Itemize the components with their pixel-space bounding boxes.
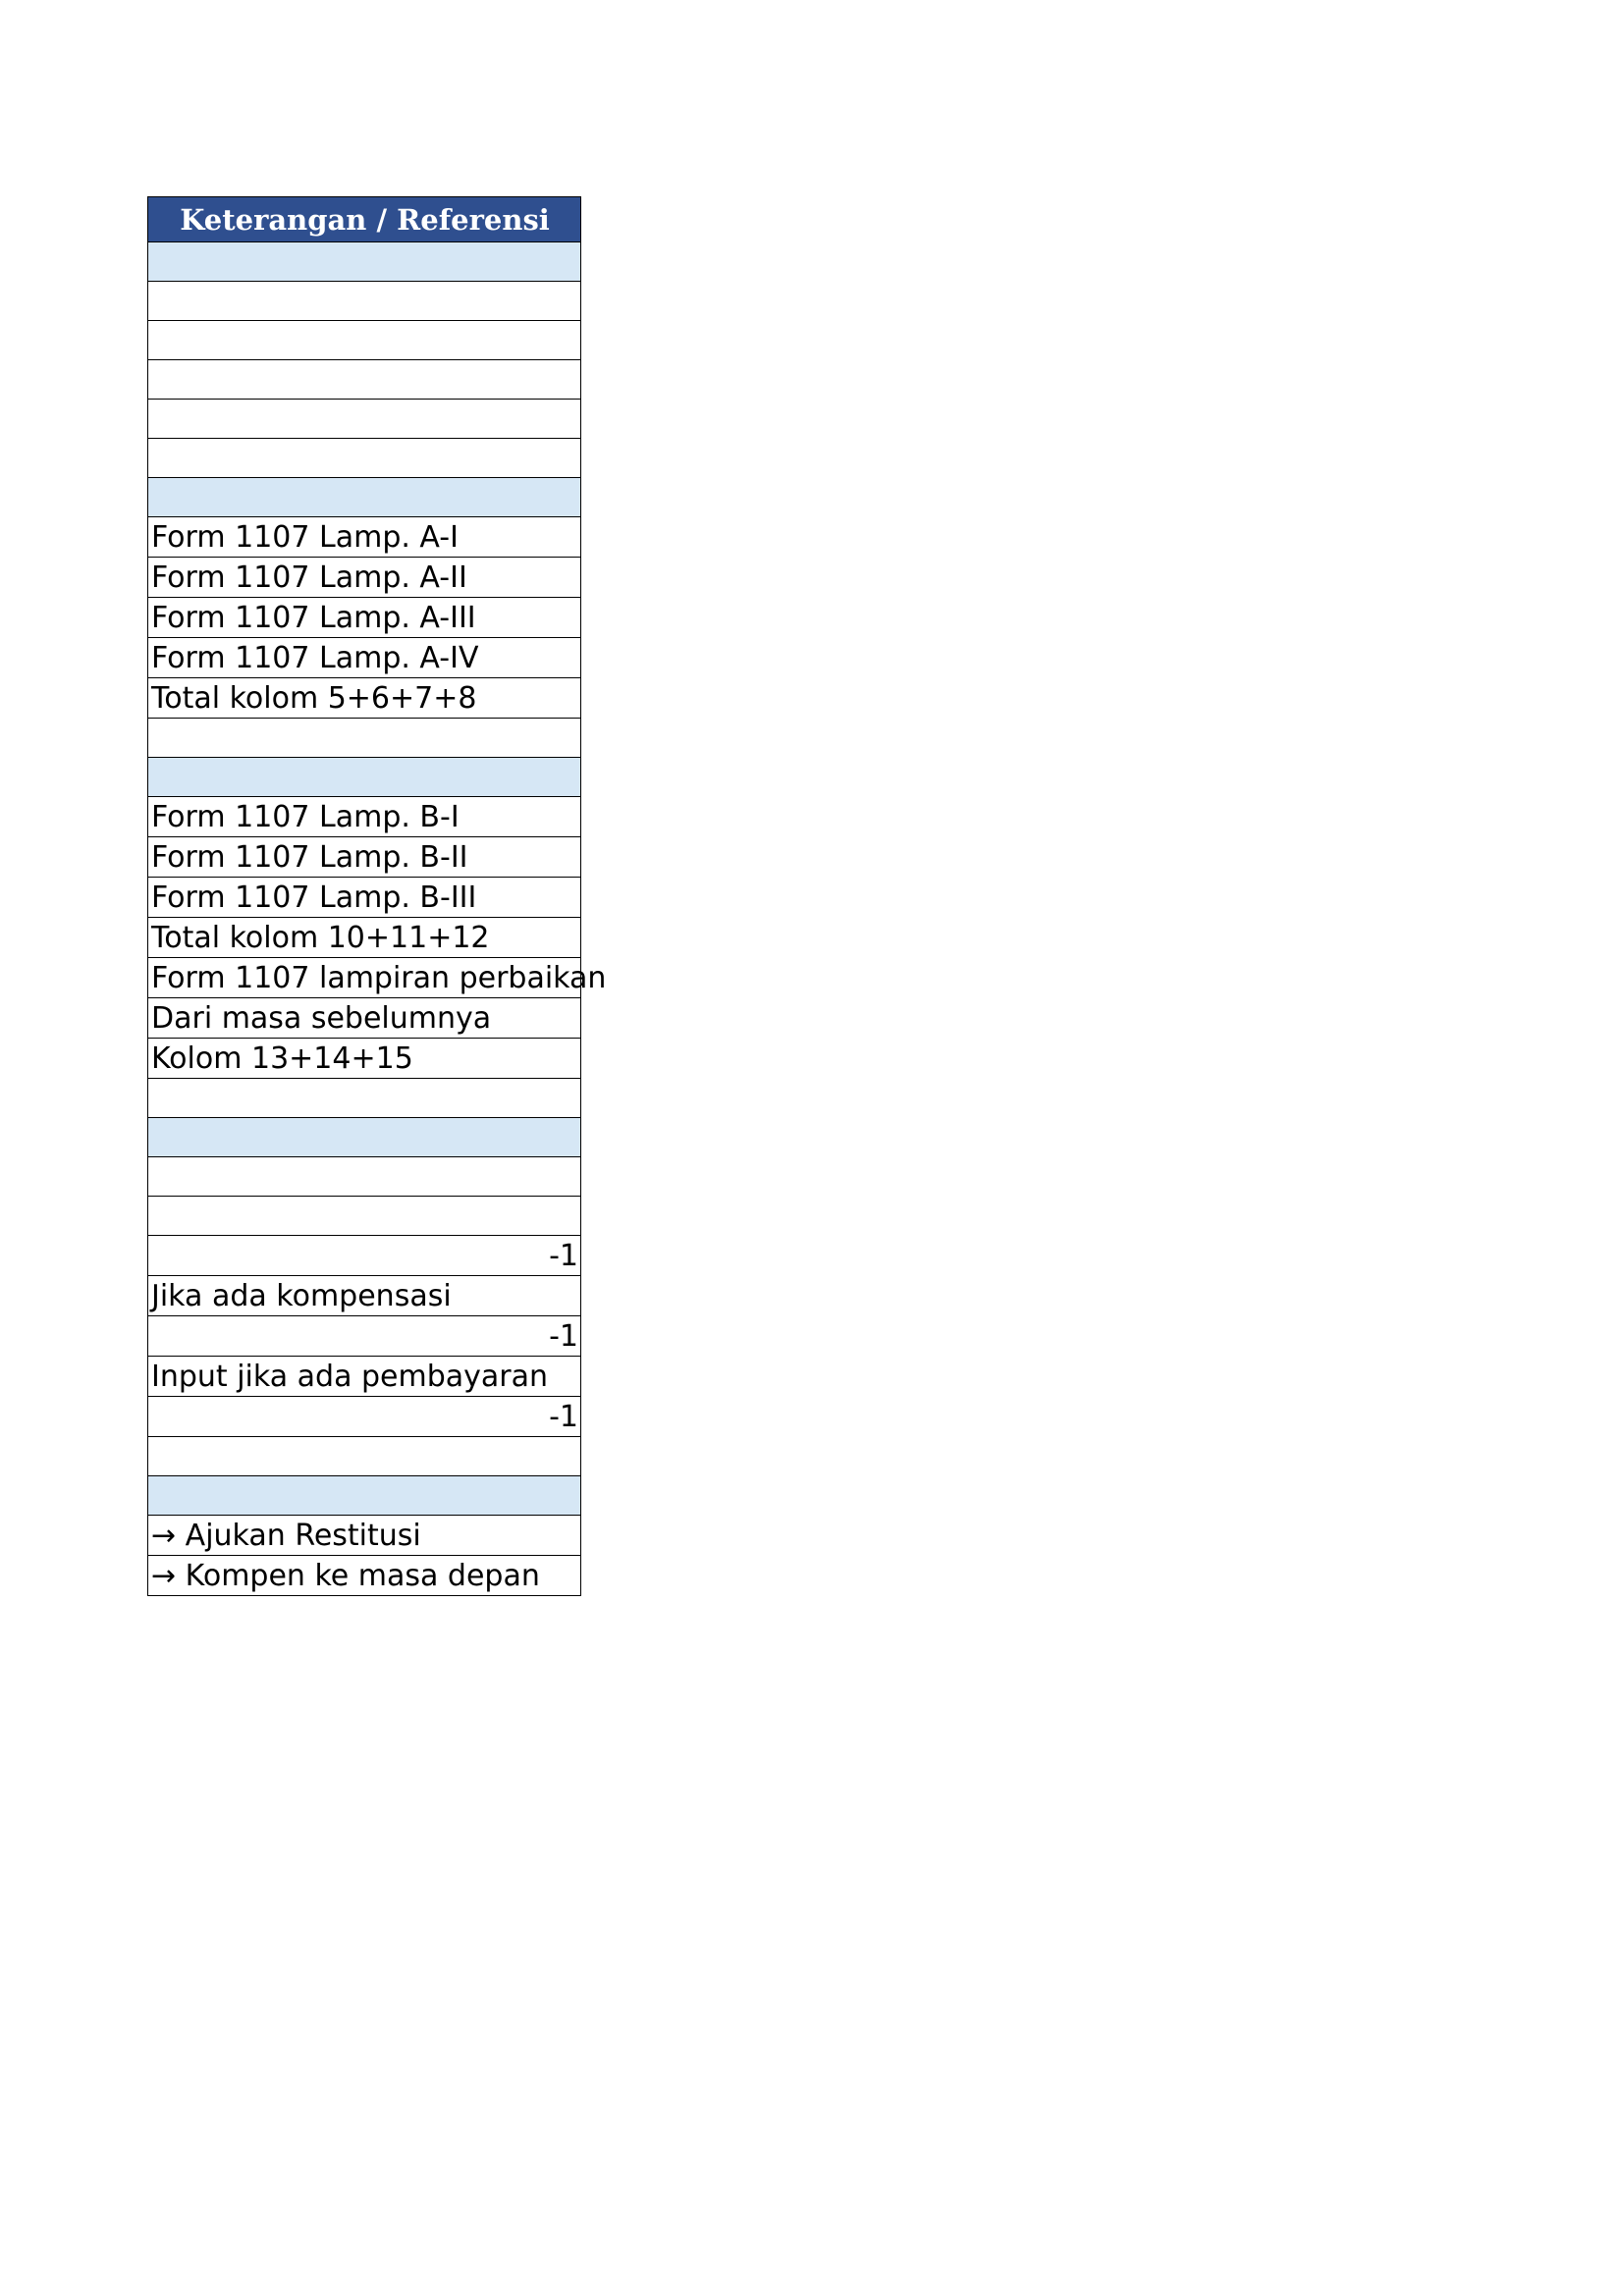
- cell-text: Form 1107 Lamp. A-III: [151, 601, 476, 635]
- cell-value[interactable]: [148, 1397, 581, 1437]
- cell-text: Jika ada kompensasi: [151, 1279, 452, 1313]
- cell-reference[interactable]: [148, 598, 581, 638]
- table-row: [148, 797, 581, 837]
- table-row: [148, 1357, 581, 1397]
- cell-reference[interactable]: [148, 478, 581, 517]
- table-row: [148, 321, 581, 360]
- table-row: [148, 1316, 581, 1357]
- cell-reference[interactable]: [148, 321, 581, 360]
- section-row: [148, 758, 581, 797]
- table-row: [148, 998, 581, 1039]
- table-row: [148, 1197, 581, 1236]
- cell-reference[interactable]: [148, 678, 581, 719]
- cell-text: -1: [549, 1400, 578, 1434]
- cell-reference[interactable]: [148, 439, 581, 478]
- cell-reference[interactable]: [148, 1039, 581, 1079]
- table-row: [148, 958, 581, 998]
- table-row: [148, 439, 581, 478]
- cell-reference[interactable]: [148, 1516, 581, 1556]
- table-row: [148, 1437, 581, 1476]
- cell-reference[interactable]: [148, 1118, 581, 1157]
- cell-reference[interactable]: [148, 517, 581, 558]
- cell-text: Form 1107 Lamp. A-IV: [151, 641, 479, 675]
- cell-text: Form 1107 Lamp. A-I: [151, 520, 459, 555]
- table-row: [148, 1236, 581, 1276]
- section-row: [148, 1476, 581, 1516]
- cell-reference[interactable]: [148, 1079, 581, 1118]
- table-row: [148, 558, 581, 598]
- reference-table: [147, 196, 607, 1596]
- cell-reference[interactable]: [148, 758, 581, 797]
- cell-reference[interactable]: [148, 797, 581, 837]
- cell-reference[interactable]: [148, 837, 581, 878]
- table-row: [148, 1516, 581, 1556]
- table-row: [148, 1556, 581, 1596]
- cell-text: -1: [549, 1239, 578, 1273]
- cell-reference[interactable]: [148, 400, 581, 439]
- table-row: [148, 1079, 581, 1118]
- cell-reference[interactable]: [148, 1556, 581, 1596]
- cell-text: Form 1107 lampiran perbaikan: [151, 961, 607, 995]
- cell-text: Dari masa sebelumnya: [151, 1001, 492, 1036]
- table-row: [148, 878, 581, 918]
- cell-text: Form 1107 Lamp. B-II: [151, 840, 468, 875]
- cell-reference[interactable]: [148, 1197, 581, 1236]
- table-row: [148, 360, 581, 400]
- cell-text: Total kolom 10+11+12: [151, 921, 490, 955]
- section-row: [148, 242, 581, 282]
- cell-reference[interactable]: [148, 878, 581, 918]
- cell-text: → Kompen ke masa depan: [151, 1559, 540, 1593]
- table-row: [148, 1397, 581, 1437]
- cell-reference[interactable]: [148, 1357, 581, 1397]
- cell-reference[interactable]: [148, 998, 581, 1039]
- table-row: [148, 918, 581, 958]
- cell-reference[interactable]: [148, 1276, 581, 1316]
- cell-reference[interactable]: [148, 558, 581, 598]
- cell-reference[interactable]: [148, 638, 581, 678]
- table-row: [148, 517, 581, 558]
- table-row: [148, 1157, 581, 1197]
- cell-value[interactable]: [148, 1316, 581, 1357]
- cell-text: Total kolom 5+6+7+8: [151, 681, 477, 716]
- table-row: [148, 719, 581, 758]
- cell-text: → Ajukan Restitusi: [151, 1519, 421, 1553]
- table-row: [148, 678, 581, 719]
- cell-reference[interactable]: [148, 360, 581, 400]
- cell-reference[interactable]: [148, 1476, 581, 1516]
- table-row: [148, 638, 581, 678]
- cell-reference[interactable]: [148, 918, 581, 958]
- section-row: [148, 1118, 581, 1157]
- table-body: [148, 242, 607, 1596]
- table-row: [148, 282, 581, 321]
- cell-value[interactable]: [148, 1236, 581, 1276]
- cell-reference[interactable]: [148, 1437, 581, 1476]
- cell-reference[interactable]: [148, 1157, 581, 1197]
- table-row: [148, 598, 581, 638]
- section-row: [148, 478, 581, 517]
- cell-reference[interactable]: [148, 719, 581, 758]
- cell-text: Form 1107 Lamp. B-I: [151, 800, 460, 834]
- column-header-keterangan[interactable]: Keterangan / Referensi: [148, 197, 581, 242]
- cell-reference[interactable]: [148, 242, 581, 282]
- table-row: [148, 400, 581, 439]
- table-row: [148, 1039, 581, 1079]
- cell-reference[interactable]: [148, 958, 607, 998]
- cell-text: Kolom 13+14+15: [151, 1041, 413, 1076]
- cell-text: Input jika ada pembayaran: [151, 1360, 549, 1394]
- cell-reference[interactable]: [148, 282, 581, 321]
- cell-text: -1: [549, 1319, 578, 1354]
- cell-text: Form 1107 Lamp. A-II: [151, 561, 467, 595]
- table-row: [148, 1276, 581, 1316]
- header-row: [148, 197, 581, 242]
- cell-text: Form 1107 Lamp. B-III: [151, 881, 477, 915]
- table-row: [148, 837, 581, 878]
